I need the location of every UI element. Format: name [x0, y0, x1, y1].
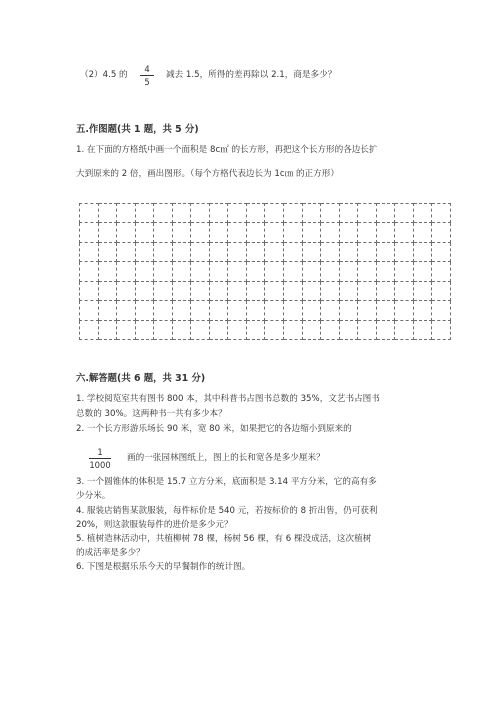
- grid-cell[interactable]: [228, 301, 247, 320]
- grid-cell[interactable]: [98, 223, 117, 242]
- grid-cell[interactable]: [413, 242, 432, 261]
- grid-cell[interactable]: [284, 281, 303, 300]
- grid-cell[interactable]: [172, 223, 191, 242]
- grid-cell[interactable]: [228, 204, 247, 223]
- grid-cell[interactable]: [172, 204, 191, 223]
- section6-title: 六.解答题(共 6 题，共 31 分): [76, 373, 206, 384]
- q2-scale-fraction: [89, 447, 111, 470]
- grid-cell[interactable]: [265, 262, 284, 281]
- grid-cell[interactable]: [191, 281, 210, 300]
- grid-cell[interactable]: [191, 301, 210, 320]
- grid-cell[interactable]: [172, 262, 191, 281]
- grid-cell[interactable]: [191, 320, 210, 339]
- grid-cell[interactable]: [228, 242, 247, 261]
- grid-cell[interactable]: [376, 223, 395, 242]
- grid-cell[interactable]: [209, 262, 228, 281]
- grid-cell[interactable]: [321, 223, 340, 242]
- grid-cell[interactable]: [432, 320, 451, 339]
- grid-row: [80, 204, 451, 223]
- grid-cell[interactable]: [284, 301, 303, 320]
- fraction-denominator: 5: [144, 77, 150, 87]
- section5-q1-line2: 大到原来的 2 倍，画出图形。（每个方格代表边长为 1c㎝ 的正方形）: [76, 169, 339, 179]
- grid-cell[interactable]: [154, 204, 173, 223]
- grid-cell[interactable]: [265, 281, 284, 300]
- grid-cell[interactable]: [228, 223, 247, 242]
- grid-cell[interactable]: [413, 281, 432, 300]
- grid-cell[interactable]: [432, 281, 451, 300]
- grid-cell[interactable]: [395, 281, 414, 300]
- grid-cell[interactable]: [80, 301, 99, 320]
- grid-cell[interactable]: [358, 223, 377, 242]
- grid-cell[interactable]: [358, 320, 377, 339]
- grid-cell[interactable]: [117, 281, 136, 300]
- grid-cell[interactable]: [191, 262, 210, 281]
- section6-q1-line2: 总数的 30%。这两种书一共有多少本？: [76, 409, 227, 419]
- grid-cell[interactable]: [98, 301, 117, 320]
- grid-row: [80, 320, 451, 339]
- section6-q4-line2: 20%，则这款服装每件的进价是多少元？: [76, 520, 233, 530]
- grid-cell[interactable]: [376, 320, 395, 339]
- grid-cell[interactable]: [246, 281, 265, 300]
- grid-cell[interactable]: [302, 320, 321, 339]
- q2-prefix: （2）4.5 的: [80, 70, 128, 80]
- grid-cell[interactable]: [265, 301, 284, 320]
- grid-cell[interactable]: [117, 320, 136, 339]
- grid-cell[interactable]: [376, 262, 395, 281]
- grid-cell[interactable]: [246, 204, 265, 223]
- grid-cell[interactable]: [302, 223, 321, 242]
- grid-cell[interactable]: [376, 301, 395, 320]
- grid-cell[interactable]: [339, 301, 358, 320]
- grid-cell[interactable]: [432, 204, 451, 223]
- grid-cell[interactable]: [228, 281, 247, 300]
- grid-cell[interactable]: [302, 301, 321, 320]
- grid-cell[interactable]: [284, 223, 303, 242]
- grid-cell[interactable]: [80, 320, 99, 339]
- grid-cell[interactable]: [135, 204, 154, 223]
- grid-row: [80, 281, 451, 300]
- section6-q1-line1: 1. 学校阅览室共有图书 800 本，其中科普书占图书总数的 35%，文艺书占图书: [76, 394, 380, 404]
- grid-cell[interactable]: [98, 281, 117, 300]
- grid-cell[interactable]: [302, 262, 321, 281]
- grid-cell[interactable]: [209, 204, 228, 223]
- grid-cell[interactable]: [339, 262, 358, 281]
- section6-q6-line1: 6. 下图是根据乐乐今天的早餐制作的统计图。: [76, 562, 251, 572]
- grid-cell[interactable]: [209, 242, 228, 261]
- grid-cell[interactable]: [117, 242, 136, 261]
- grid-cell[interactable]: [376, 204, 395, 223]
- grid-cell[interactable]: [358, 301, 377, 320]
- fraction-numerator: 4: [144, 64, 150, 74]
- grid-cell[interactable]: [339, 204, 358, 223]
- grid-cell[interactable]: [135, 301, 154, 320]
- grid-row: [80, 223, 451, 242]
- grid-cell[interactable]: [339, 320, 358, 339]
- grid-cell[interactable]: [191, 242, 210, 261]
- grid-cell[interactable]: [358, 262, 377, 281]
- grid-cell[interactable]: [246, 301, 265, 320]
- grid-cell[interactable]: [246, 223, 265, 242]
- grid-cell[interactable]: [172, 281, 191, 300]
- grid-cell[interactable]: [246, 320, 265, 339]
- grid-cell[interactable]: [321, 204, 340, 223]
- section6-q3-line1: 3. 一个圆锥体的体积是 15.7 立方分米，底面积是 3.14 平方分米，它的高有多: [76, 477, 377, 487]
- grid-cell[interactable]: [284, 242, 303, 261]
- grid-cell[interactable]: [246, 242, 265, 261]
- grid-cell[interactable]: [209, 320, 228, 339]
- grid-cell[interactable]: [98, 262, 117, 281]
- grid-cell[interactable]: [376, 281, 395, 300]
- grid-cell[interactable]: [302, 281, 321, 300]
- grid-cell[interactable]: [302, 204, 321, 223]
- grid-cell[interactable]: [265, 242, 284, 261]
- section6-q2-line2: 画的一张园林图纸上，图上的长和宽各是多少厘米？: [127, 453, 325, 463]
- grid-cell[interactable]: [395, 204, 414, 223]
- grid-cell[interactable]: [395, 301, 414, 320]
- grid-cell[interactable]: [413, 262, 432, 281]
- grid-cell[interactable]: [321, 242, 340, 261]
- grid-row: [80, 262, 451, 281]
- grid-cell[interactable]: [413, 301, 432, 320]
- grid-cell[interactable]: [358, 242, 377, 261]
- grid-row: [80, 301, 451, 320]
- grid-cell[interactable]: [376, 242, 395, 261]
- grid-cell[interactable]: [135, 281, 154, 300]
- grid-cell[interactable]: [246, 262, 265, 281]
- grid-cell[interactable]: [80, 204, 99, 223]
- grid-cell[interactable]: [98, 320, 117, 339]
- grid-cell[interactable]: [172, 301, 191, 320]
- grid-cell[interactable]: [339, 281, 358, 300]
- grid-cell[interactable]: [302, 242, 321, 261]
- q2-fraction: [140, 64, 154, 87]
- grid-cell[interactable]: [80, 223, 99, 242]
- grid-cell[interactable]: [432, 262, 451, 281]
- fraction-bar: [89, 458, 111, 459]
- q2-suffix: 减去 1.5，所得的差再除以 2.1，商是多少？: [166, 70, 337, 80]
- grid-cell[interactable]: [117, 204, 136, 223]
- grid-cell[interactable]: [154, 301, 173, 320]
- grid-cell[interactable]: [154, 320, 173, 339]
- grid-cell[interactable]: [265, 320, 284, 339]
- grid-cell[interactable]: [117, 223, 136, 242]
- grid-cell[interactable]: [395, 223, 414, 242]
- grid-cell[interactable]: [228, 320, 247, 339]
- grid-cell[interactable]: [209, 301, 228, 320]
- grid-cell[interactable]: [135, 223, 154, 242]
- grid-cell[interactable]: [80, 242, 99, 261]
- grid-cell[interactable]: [339, 223, 358, 242]
- grid-cell[interactable]: [191, 204, 210, 223]
- grid-cell[interactable]: [284, 320, 303, 339]
- grid-cell[interactable]: [80, 281, 99, 300]
- section6-q5-line2: 的成活率是多少？: [76, 548, 145, 558]
- grid-cell[interactable]: [413, 204, 432, 223]
- grid-cell[interactable]: [117, 262, 136, 281]
- grid-cell[interactable]: [265, 204, 284, 223]
- grid-cell[interactable]: [98, 204, 117, 223]
- grid-cell[interactable]: [209, 281, 228, 300]
- grid-cell[interactable]: [358, 281, 377, 300]
- grid-cell[interactable]: [80, 262, 99, 281]
- grid-cell[interactable]: [154, 281, 173, 300]
- grid-cell[interactable]: [358, 204, 377, 223]
- grid-cell[interactable]: [395, 262, 414, 281]
- grid-cell[interactable]: [154, 242, 173, 261]
- grid-cell[interactable]: [154, 262, 173, 281]
- grid-cell[interactable]: [432, 223, 451, 242]
- section6-q3-line2: 少分米。: [76, 491, 111, 501]
- grid-cell[interactable]: [395, 320, 414, 339]
- fraction-denominator: 1000: [89, 460, 111, 470]
- grid-row: [80, 242, 451, 261]
- grid-cell[interactable]: [135, 262, 154, 281]
- grid-cell[interactable]: [228, 262, 247, 281]
- grid-cell[interactable]: [339, 242, 358, 261]
- grid-cell[interactable]: [284, 204, 303, 223]
- grid-cell[interactable]: [321, 262, 340, 281]
- grid-cell[interactable]: [135, 320, 154, 339]
- fraction-numerator: 1: [97, 447, 103, 457]
- grid-cell[interactable]: [432, 301, 451, 320]
- section6-q2-line1: 2. 一个长方形游乐场长 90 米，宽 80 米，如果把它的各边缩小到原来的: [76, 424, 352, 434]
- grid-cell[interactable]: [172, 242, 191, 261]
- grid-cell[interactable]: [265, 223, 284, 242]
- grid-cell[interactable]: [321, 301, 340, 320]
- section6-q5-line1: 5. 植树造林活动中，共植柳树 78 棵，杨树 56 棵，有 6 棵没成活，这次植树: [76, 534, 372, 544]
- square-grid[interactable]: [79, 203, 451, 340]
- grid-cell[interactable]: [135, 242, 154, 261]
- section6-q4-line1: 4. 服装店销售某款服装，每件标价是 540 元，若按标价的 8 折出售，仍可获利: [76, 506, 378, 516]
- grid-cell[interactable]: [413, 223, 432, 242]
- section5-title: 五.作图题(共 1 题，共 5 分): [76, 124, 199, 135]
- grid-cell[interactable]: [172, 320, 191, 339]
- grid-cell[interactable]: [284, 262, 303, 281]
- grid-cell[interactable]: [191, 223, 210, 242]
- grid-cell[interactable]: [321, 320, 340, 339]
- grid-cell[interactable]: [209, 223, 228, 242]
- grid-cell[interactable]: [117, 301, 136, 320]
- grid-cell[interactable]: [395, 242, 414, 261]
- grid-cell[interactable]: [413, 320, 432, 339]
- section5-q1-line1: 1. 在下面的方格纸中画一个面积是 8c㎡ 的长方形，再把这个长方形的各边长扩: [76, 145, 378, 155]
- grid-cell[interactable]: [154, 223, 173, 242]
- fraction-bar: [140, 75, 154, 76]
- grid-cell[interactable]: [432, 242, 451, 261]
- grid-cell[interactable]: [98, 242, 117, 261]
- grid-cell[interactable]: [321, 281, 340, 300]
